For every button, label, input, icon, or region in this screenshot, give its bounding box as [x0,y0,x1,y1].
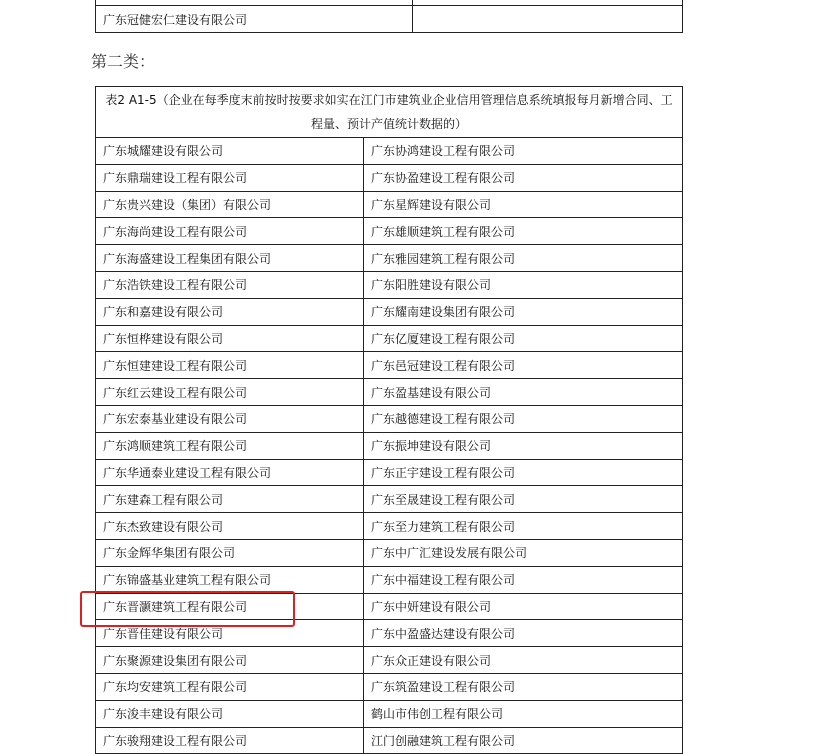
table-row [96,673,683,700]
table-row [96,513,683,540]
company-name-right: 广东星辉建设有限公司 [364,191,683,218]
company-name-right: 广东众正建设有限公司 [364,647,683,674]
company-name-left: 广东锦盛基业建筑工程有限公司 [96,566,364,593]
company-name-right: 广东中广汇建设发展有限公司 [364,539,683,566]
company-name-left: 广东海尚建设工程有限公司 [96,218,364,245]
top-company-table [95,0,683,33]
company-name-right: 广东阳胜建设有限公司 [364,271,683,298]
highlight-box [80,591,295,627]
company-name-left: 广东华通泰业建设工程有限公司 [96,459,364,486]
table-row [96,432,683,459]
company-name-right: 广东中盈盛达建设有限公司 [364,620,683,647]
table-row [96,647,683,674]
company-name-left: 广东恒建建设工程有限公司 [96,352,364,379]
table-row [96,325,683,352]
table-row [96,6,683,33]
table-row [96,138,683,165]
table-row [96,164,683,191]
company-name-left: 广东骏翔建设工程有限公司 [96,727,364,754]
table-row [96,459,683,486]
company-list-table [95,86,683,754]
company-name-left: 广东浩铁建设工程有限公司 [96,271,364,298]
table-row [96,218,683,245]
company-name-left: 广东杰致建设有限公司 [96,513,364,540]
company-name-right: 广东中福建设工程有限公司 [364,566,683,593]
table-row [96,245,683,272]
company-name-left: 广东红云建设工程有限公司 [96,379,364,406]
company-name-right: 广东雄顺建筑工程有限公司 [364,218,683,245]
company-name-left: 广东恒桦建设有限公司 [96,325,364,352]
section-heading: 第二类： [91,52,156,71]
company-name-left: 广东建森工程有限公司 [96,486,364,513]
company-name-right: 广东邑冠建设工程有限公司 [364,352,683,379]
company-name-right: 鹤山市伟创工程有限公司 [364,700,683,727]
table-row [96,486,683,513]
table-row [96,566,683,593]
company-name-left: 广东鸿顺建筑工程有限公司 [96,432,364,459]
company-name-right: 广东亿厦建设工程有限公司 [364,325,683,352]
company-name-left: 广东鼎瑞建设工程有限公司 [96,164,364,191]
company-name-right: 广东至晟建设工程有限公司 [364,486,683,513]
table-row [96,298,683,325]
table-row [96,405,683,432]
company-name-right: 广东盈基建设有限公司 [364,379,683,406]
company-name-left: 广东宏泰基业建设有限公司 [96,405,364,432]
company-name-right: 广东协盈建设工程有限公司 [364,164,683,191]
company-name-left: 广东海盛建设工程集团有限公司 [96,245,364,272]
company-name-left: 广东金辉华集团有限公司 [96,539,364,566]
company-name-left: 广东和嘉建设有限公司 [96,298,364,325]
company-name-right: 广东至力建筑工程有限公司 [364,513,683,540]
company-name-left: 广东晋灏建筑工程有限公司 [96,593,364,620]
table-row [96,191,683,218]
company-name-left: 广东贵兴建设（集团）有限公司 [96,191,364,218]
company-name-right [413,6,683,33]
company-name-right: 广东振坤建设有限公司 [364,432,683,459]
company-name-left: 广东浚丰建设有限公司 [96,700,364,727]
company-name-left: 广东聚源建设集团有限公司 [96,647,364,674]
company-name-right: 广东中妍建设有限公司 [364,593,683,620]
table-caption: 表2 A1-5（企业在每季度末前按时按要求如实在江门市建筑业企业信用管理信息系统填报每月新增合同、工程量、预计产值统计数据的） [96,87,683,138]
company-name-right: 广东正宇建设工程有限公司 [364,459,683,486]
company-name-right: 江门创融建筑工程有限公司 [364,727,683,754]
table-row [96,352,683,379]
company-name-left: 广东均安建筑工程有限公司 [96,673,364,700]
company-name-right: 广东雅园建筑工程有限公司 [364,245,683,272]
table-caption-row [96,87,683,138]
table-row [96,539,683,566]
company-name-right: 广东协鸿建设工程有限公司 [364,138,683,165]
company-name-right: 广东越德建设工程有限公司 [364,405,683,432]
table-row [96,271,683,298]
company-name-right: 广东筑盈建设工程有限公司 [364,673,683,700]
company-name-right: 广东耀南建设集团有限公司 [364,298,683,325]
company-name-left: 广东冠健宏仁建设有限公司 [96,6,413,33]
table-row [96,700,683,727]
company-name-left: 广东城耀建设有限公司 [96,138,364,165]
table-row [96,379,683,406]
company-name-left: 广东晋佳建设有限公司 [96,620,364,647]
